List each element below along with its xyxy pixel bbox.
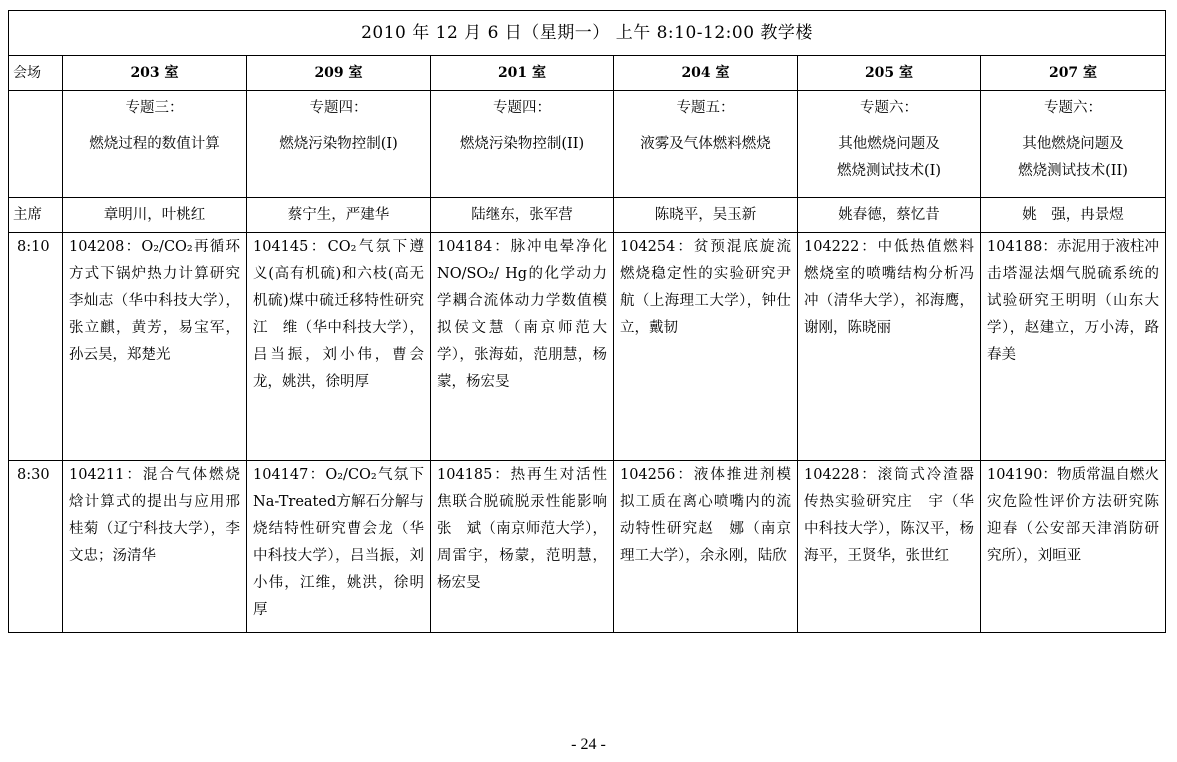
topic-name: 燃烧污染物控制(II) <box>459 136 585 152</box>
topic-cell <box>63 91 247 198</box>
room-header: 204 室 <box>614 56 798 91</box>
paper-cell: 104208：O₂/CO₂再循环方式下锅炉热力计算研究李灿志（华中科技大学），张立麒，黄芳，易宝军，孙云昊，郑楚光 <box>63 233 247 461</box>
paper-cell: 104256：液体推进剂模拟工质在离心喷嘴内的流动特性研究赵 娜（南京理工大学），余永刚，陆欣 <box>614 461 798 633</box>
topic-name: 燃烧污染物控制(I) <box>279 136 398 152</box>
topic-cell <box>614 91 798 198</box>
chair-cell: 陆继东，张军营 <box>431 198 614 233</box>
topic-number: 专题五： <box>676 100 735 116</box>
topic-name: 燃烧过程的数值计算 <box>89 136 220 152</box>
paper-cell: 104222：中低热值燃料燃烧室的喷嘴结构分析冯 冲（清华大学），祁海鹰，谢刚，陈晓丽 <box>798 233 981 461</box>
schedule-title: 2010 年 12 月 6 日（星期一） 上午 8:10-12:00 教学楼 <box>9 11 1166 56</box>
paper-cell: 104145：CO₂气氛下遵义(高有机硫)和六枝(高无机硫)煤中硫迁移特性研究江 维（华中科技大学），吕当振，刘小伟，曹会龙，姚洪，徐明厚 <box>247 233 431 461</box>
topic-name: 其他燃烧问题及 燃烧测试技术(I) <box>836 136 942 179</box>
paper-cell: 104254：贫预混底旋流燃烧稳定性的实验研究尹 航（上海理工大学），钟仕立，戴韧 <box>614 233 798 461</box>
page-number: - 24 - <box>571 736 606 753</box>
schedule-table <box>8 10 1166 633</box>
room-header: 209 室 <box>247 56 431 91</box>
topic-cell <box>981 91 1166 198</box>
paper-cell: 104211：混合气体燃烧焓计算式的提出与应用邢桂菊（辽宁科技大学），李文忠；汤清华 <box>63 461 247 633</box>
topic-number: 专题四： <box>309 100 368 116</box>
topic-number: 专题三： <box>125 100 184 116</box>
room-header: 205 室 <box>798 56 981 91</box>
topic-cell <box>247 91 431 198</box>
paper-cell: 104190：物质常温自燃火灾危险性评价方法研究陈迎春（公安部天津消防研究所），刘晅亚 <box>981 461 1166 633</box>
room-header: 207 室 <box>981 56 1166 91</box>
paper-cell: 104228：滚筒式冷渣器传热实验研究庄 宇（华中科技大学），陈汉平，杨海平，王贤华，张世红 <box>798 461 981 633</box>
paper-cell: 104147：O₂/CO₂气氛下Na-Treated方解石分解与烧结特性研究曹会龙（华中科技大学），吕当振，刘小伟，江维，姚洪，徐明厚 <box>247 461 431 633</box>
room-header: 203 室 <box>63 56 247 91</box>
topic-cell <box>798 91 981 198</box>
topic-name: 液雾及气体燃料燃烧 <box>640 136 771 152</box>
session-time: 8:10 <box>9 233 63 461</box>
chair-cell: 章明川，叶桃红 <box>63 198 247 233</box>
room-header: 201 室 <box>431 56 614 91</box>
session-time: 8:30 <box>9 461 63 633</box>
paper-cell: 104185：热再生对活性焦联合脱硫脱汞性能影响张 斌（南京师范大学），周雷宇，杨蒙，范明慧，杨宏旻 <box>431 461 614 633</box>
venue-label: 会场 <box>9 56 63 91</box>
topic-cell <box>431 91 614 198</box>
topic-name: 其他燃烧问题及 燃烧测试技术(II) <box>1018 136 1128 179</box>
topic-number: 专题六： <box>1044 100 1102 116</box>
chair-cell: 陈晓平，吴玉新 <box>614 198 798 233</box>
topic-number: 专题六： <box>860 100 918 116</box>
topic-number: 专题四： <box>493 100 551 116</box>
paper-cell: 104184：脉冲电晕净化NO/SO₂/ Hg的化学动力学耦合流体动力学数值模拟侯文慧（南京师范大学），张海茹，范朋慧，杨蒙，杨宏旻 <box>431 233 614 461</box>
topic-label-empty <box>9 91 63 198</box>
chair-cell: 蔡宁生，严建华 <box>247 198 431 233</box>
chair-cell: 姚春德，蔡忆昔 <box>798 198 981 233</box>
paper-cell: 104188：赤泥用于液柱冲击塔湿法烟气脱硫系统的试验研究王明明（山东大学），赵建立，万小涛，路春美 <box>981 233 1166 461</box>
chair-label: 主席 <box>9 198 63 233</box>
chair-cell: 姚 强，冉景煜 <box>981 198 1166 233</box>
